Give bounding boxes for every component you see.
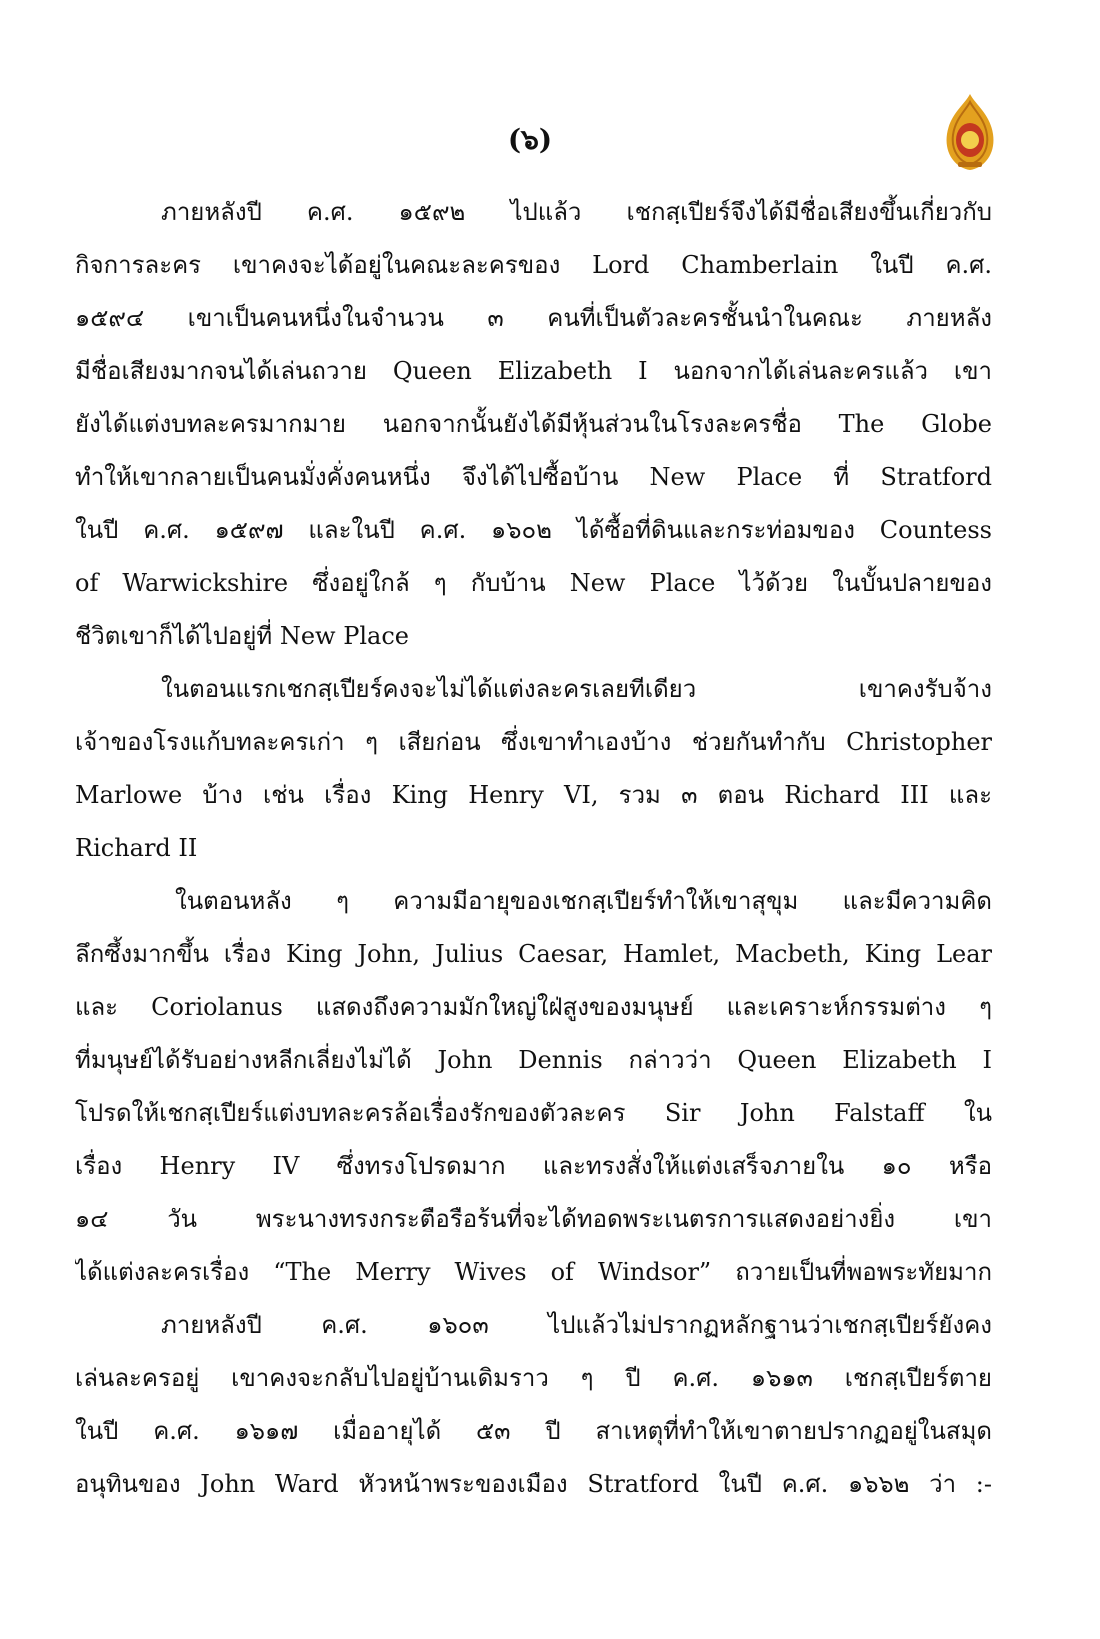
text-line: เรื่อง Henry IV ซึ่งทรงโปรดมาก และทรงสั่งให้แต่งเสร็จภายใน ๑๐ หรือ [75, 1152, 992, 1180]
text-line: ชีวิตเขาก็ได้ไปอยู่ที่ New Place [75, 622, 410, 650]
text-line: ลึกซึ้งมากขึ้น เรื่อง King John, Julius Caesar, Hamlet, Macbeth, King Lear [75, 940, 992, 968]
page-number: (๖) [507, 123, 553, 156]
text-line: เจ้าของโรงแก้บทละครเก่า ๆ เสียก่อน ซึ่งเขาทำเองบ้าง ช่วยกันทำกับ Christopher [75, 728, 992, 756]
body-text [75, 186, 992, 1511]
text-line: ๑๔ วัน พระนางทรงกระตือรือร้นที่จะได้ทอดพระเนตรการแสดงอย่างยิ่ง เขา [75, 1205, 992, 1233]
paragraph-2 [75, 663, 992, 875]
text-line: กิจการละคร เขาคงจะได้อยู่ในคณะละครของ Lord Chamberlain ในปี ค.ศ. [75, 251, 992, 279]
text-line: เล่นละครอยู่ เขาคงจะกลับไปอยู่บ้านเดิมราว ๆ ปี ค.ศ. ๑๖๑๓ เชกสฺเปียร์ตาย [75, 1364, 992, 1392]
text-line: of Warwickshire ซึ่งอยู่ใกล้ ๆ กับบ้าน New Place ไว้ด้วย ในบั้นปลายของ [75, 569, 992, 597]
text-line: โปรดให้เชกสฺเปียร์แต่งบทละครล้อเรื่องรักของตัวละคร Sir John Falstaff ใน [75, 1099, 992, 1127]
text-line: ได้แต่งละครเรื่อง “The Merry Wives of Windsor” ถวายเป็นที่พอพระทัยมาก [75, 1258, 992, 1286]
text-line: ภายหลังปี ค.ศ. ๑๖๐๓ ไปแล้วไม่ปรากฏหลักฐานว่าเชกสฺเปียร์ยังคง [161, 1311, 992, 1339]
text-line: ในตอนหลัง ๆ ความมีอายุของเชกสฺเปียร์ทำให้เขาสุขุม และมีความคิด [175, 887, 992, 915]
text-line: อนุทินของ John Ward หัวหน้าพระของเมือง Stratford ในปี ค.ศ. ๑๖๖๒ ว่า :- [75, 1470, 992, 1498]
paragraph-1 [75, 186, 992, 663]
text-line: Richard II [75, 834, 198, 862]
text-line: ยังได้แต่งบทละครมากมาย นอกจากนั้นยังได้มีหุ้นส่วนในโรงละครชื่อ The Globe [75, 410, 992, 438]
paragraph-4 [75, 1299, 992, 1511]
text-line: ทำให้เขากลายเป็นคนมั่งคั่งคนหนึ่ง จึงได้ไปซื้อบ้าน New Place ที่ Stratford [75, 463, 992, 491]
paragraph-3 [75, 875, 992, 1299]
emblem-core [961, 131, 979, 149]
text-line: และ Coriolanus แสดงถึงความมักใหญ่ใฝ่สูงของมนุษย์ และเคราะห์กรรมต่าง ๆ [75, 993, 992, 1021]
text-line: ในปี ค.ศ. ๑๕๙๗ และในปี ค.ศ. ๑๖๐๒ ได้ซื้อที่ดินและกระท่อมของ Countess [75, 516, 992, 544]
text-line: ๑๕๙๔ เขาเป็นคนหนึ่งในจำนวน ๓ คนที่เป็นตัวละครชั้นนำในคณะ ภายหลัง [75, 304, 992, 332]
text-line: ที่มนุษย์ได้รับอย่างหลีกเลี่ยงไม่ได้ John Dennis กล่าวว่า Queen Elizabeth I [75, 1046, 992, 1074]
text-line: ในตอนแรกเชกสฺเปียร์คงจะไม่ได้แต่งละครเลยทีเดียว เขาคงรับจ้าง [161, 675, 992, 703]
text-line: มีชื่อเสียงมากจนได้เล่นถวาย Queen Elizabeth I นอกจากได้เล่นละครแล้ว เขา [75, 357, 992, 385]
thai-education-emblem-icon [938, 92, 1002, 172]
text-line: ในปี ค.ศ. ๑๖๑๗ เมื่ออายุได้ ๕๓ ปี สาเหตุที่ทำให้เขาตายปรากฏอยู่ในสมุด [75, 1417, 992, 1445]
text-line: ภายหลังปี ค.ศ. ๑๕๙๒ ไปแล้ว เชกสฺเปียร์จึงได้มีชื่อเสียงขึ้นเกี่ยวกับ [161, 198, 992, 226]
emblem-base [958, 162, 982, 167]
text-line: Marlowe บ้าง เช่น เรื่อง King Henry VI, รวม ๓ ตอน Richard III และ [75, 781, 992, 809]
